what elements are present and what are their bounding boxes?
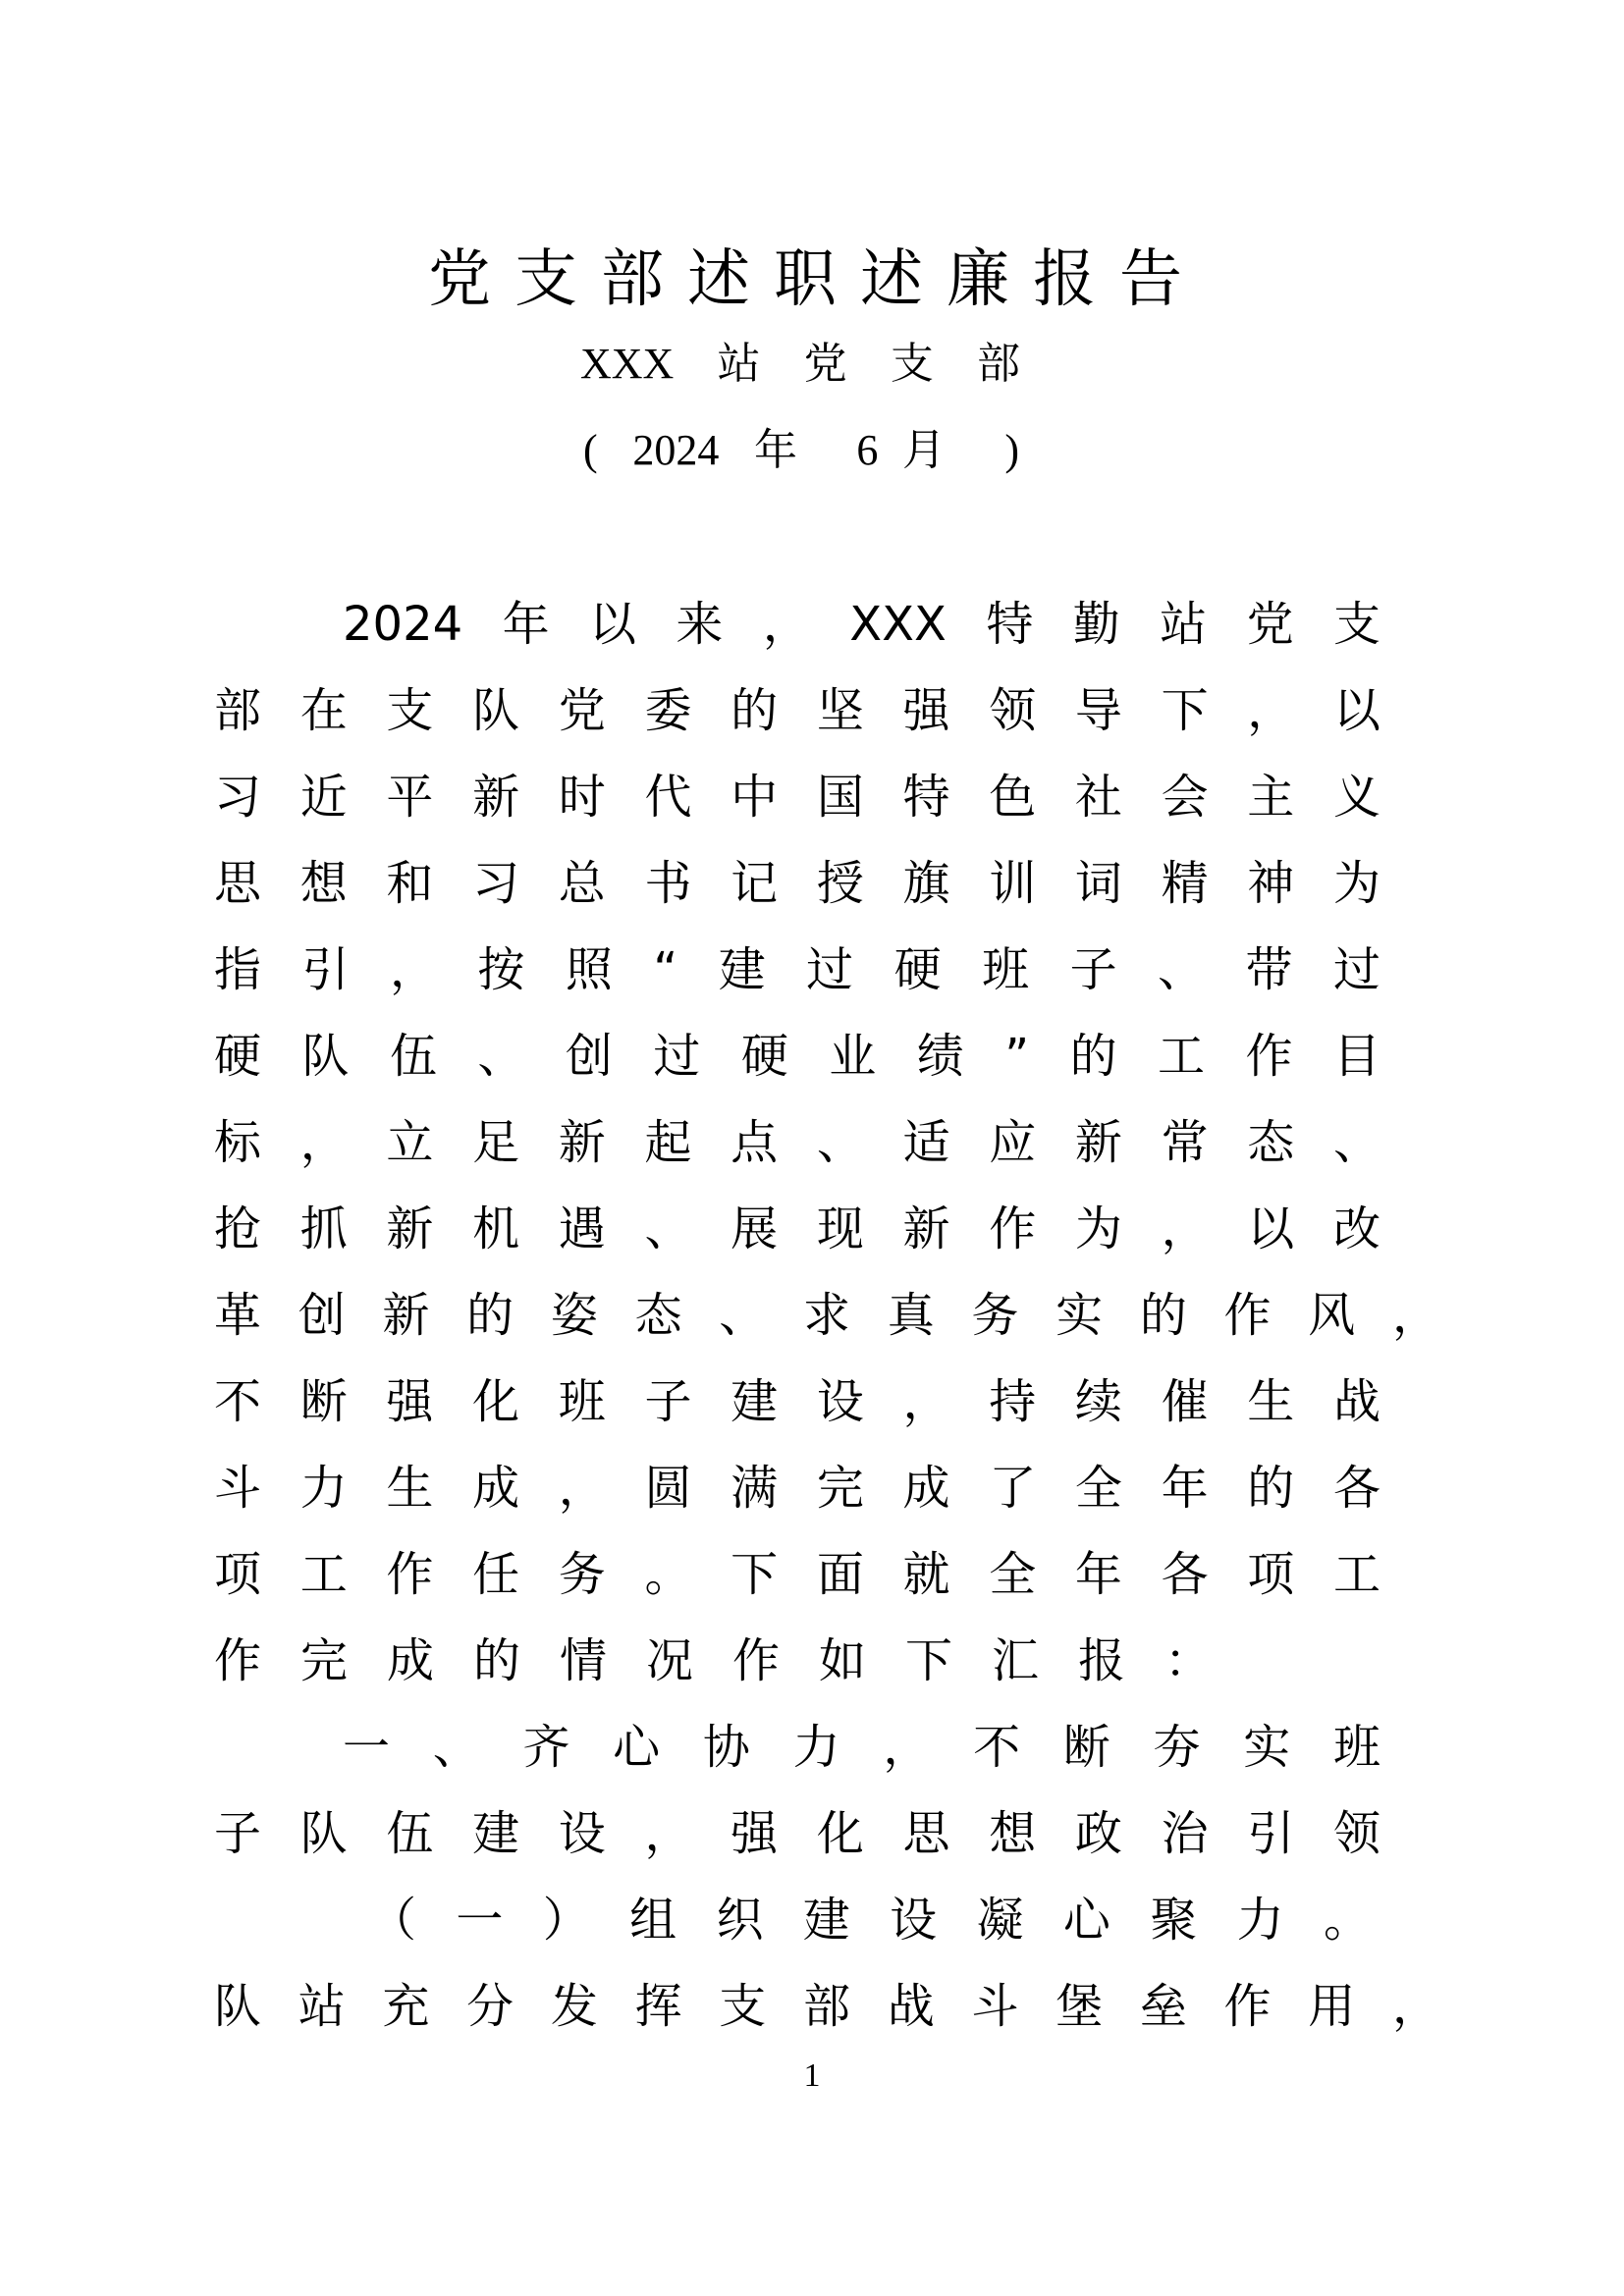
paragraph-line: 指引，按照“建过硬班子、带过 xyxy=(214,942,1380,997)
section-heading-line: 子队伍建设，强化思想政治引领 xyxy=(214,1806,1380,1861)
paragraph-line: 部在支队党委的坚强领导下，以 xyxy=(214,683,1380,738)
paragraph-line: 作完成的情况作如下汇报： xyxy=(214,1633,1252,1688)
section-heading-line: 一、齐心协力，不断夯实班 xyxy=(343,1720,1380,1775)
document-author: XXX站党支部 xyxy=(580,340,1020,388)
paragraph-line: 不断强化班子建设，持续催生战 xyxy=(214,1374,1380,1429)
paragraph-line: 革创新的姿态、求真务实的作风， xyxy=(214,1288,1439,1343)
paragraph-line: 项工作任务。下面就全年各项工 xyxy=(214,1547,1380,1602)
paragraph-line: 标，立足新起点、适应新常态、 xyxy=(214,1115,1380,1170)
paragraph-line: 硬队伍、创过硬业绩”的工作目 xyxy=(214,1029,1380,1084)
paragraph-line: 抢抓新机遇、展现新作为，以改 xyxy=(214,1201,1380,1256)
paragraph-line: 习近平新时代中国特色社会主义 xyxy=(214,770,1380,825)
paragraph-line: 2024年以来，XXX特勤站党支 xyxy=(343,597,1380,652)
paragraph-line: 斗力生成，圆满完成了全年的各 xyxy=(214,1461,1380,1516)
paragraph-line: 队站充分发挥支部战斗堡垒作用， xyxy=(214,1979,1439,2034)
document-title: 党支部述职述廉报告 xyxy=(428,243,1182,316)
subsection-heading-line: （一）组织建设凝心聚力。 xyxy=(369,1893,1371,1948)
page-number: 1 xyxy=(803,2057,821,2094)
paragraph-line: 思想和习总书记授旗训词精神为 xyxy=(214,856,1380,911)
document-date: ( 2024 年 6月 ) xyxy=(583,426,1019,474)
